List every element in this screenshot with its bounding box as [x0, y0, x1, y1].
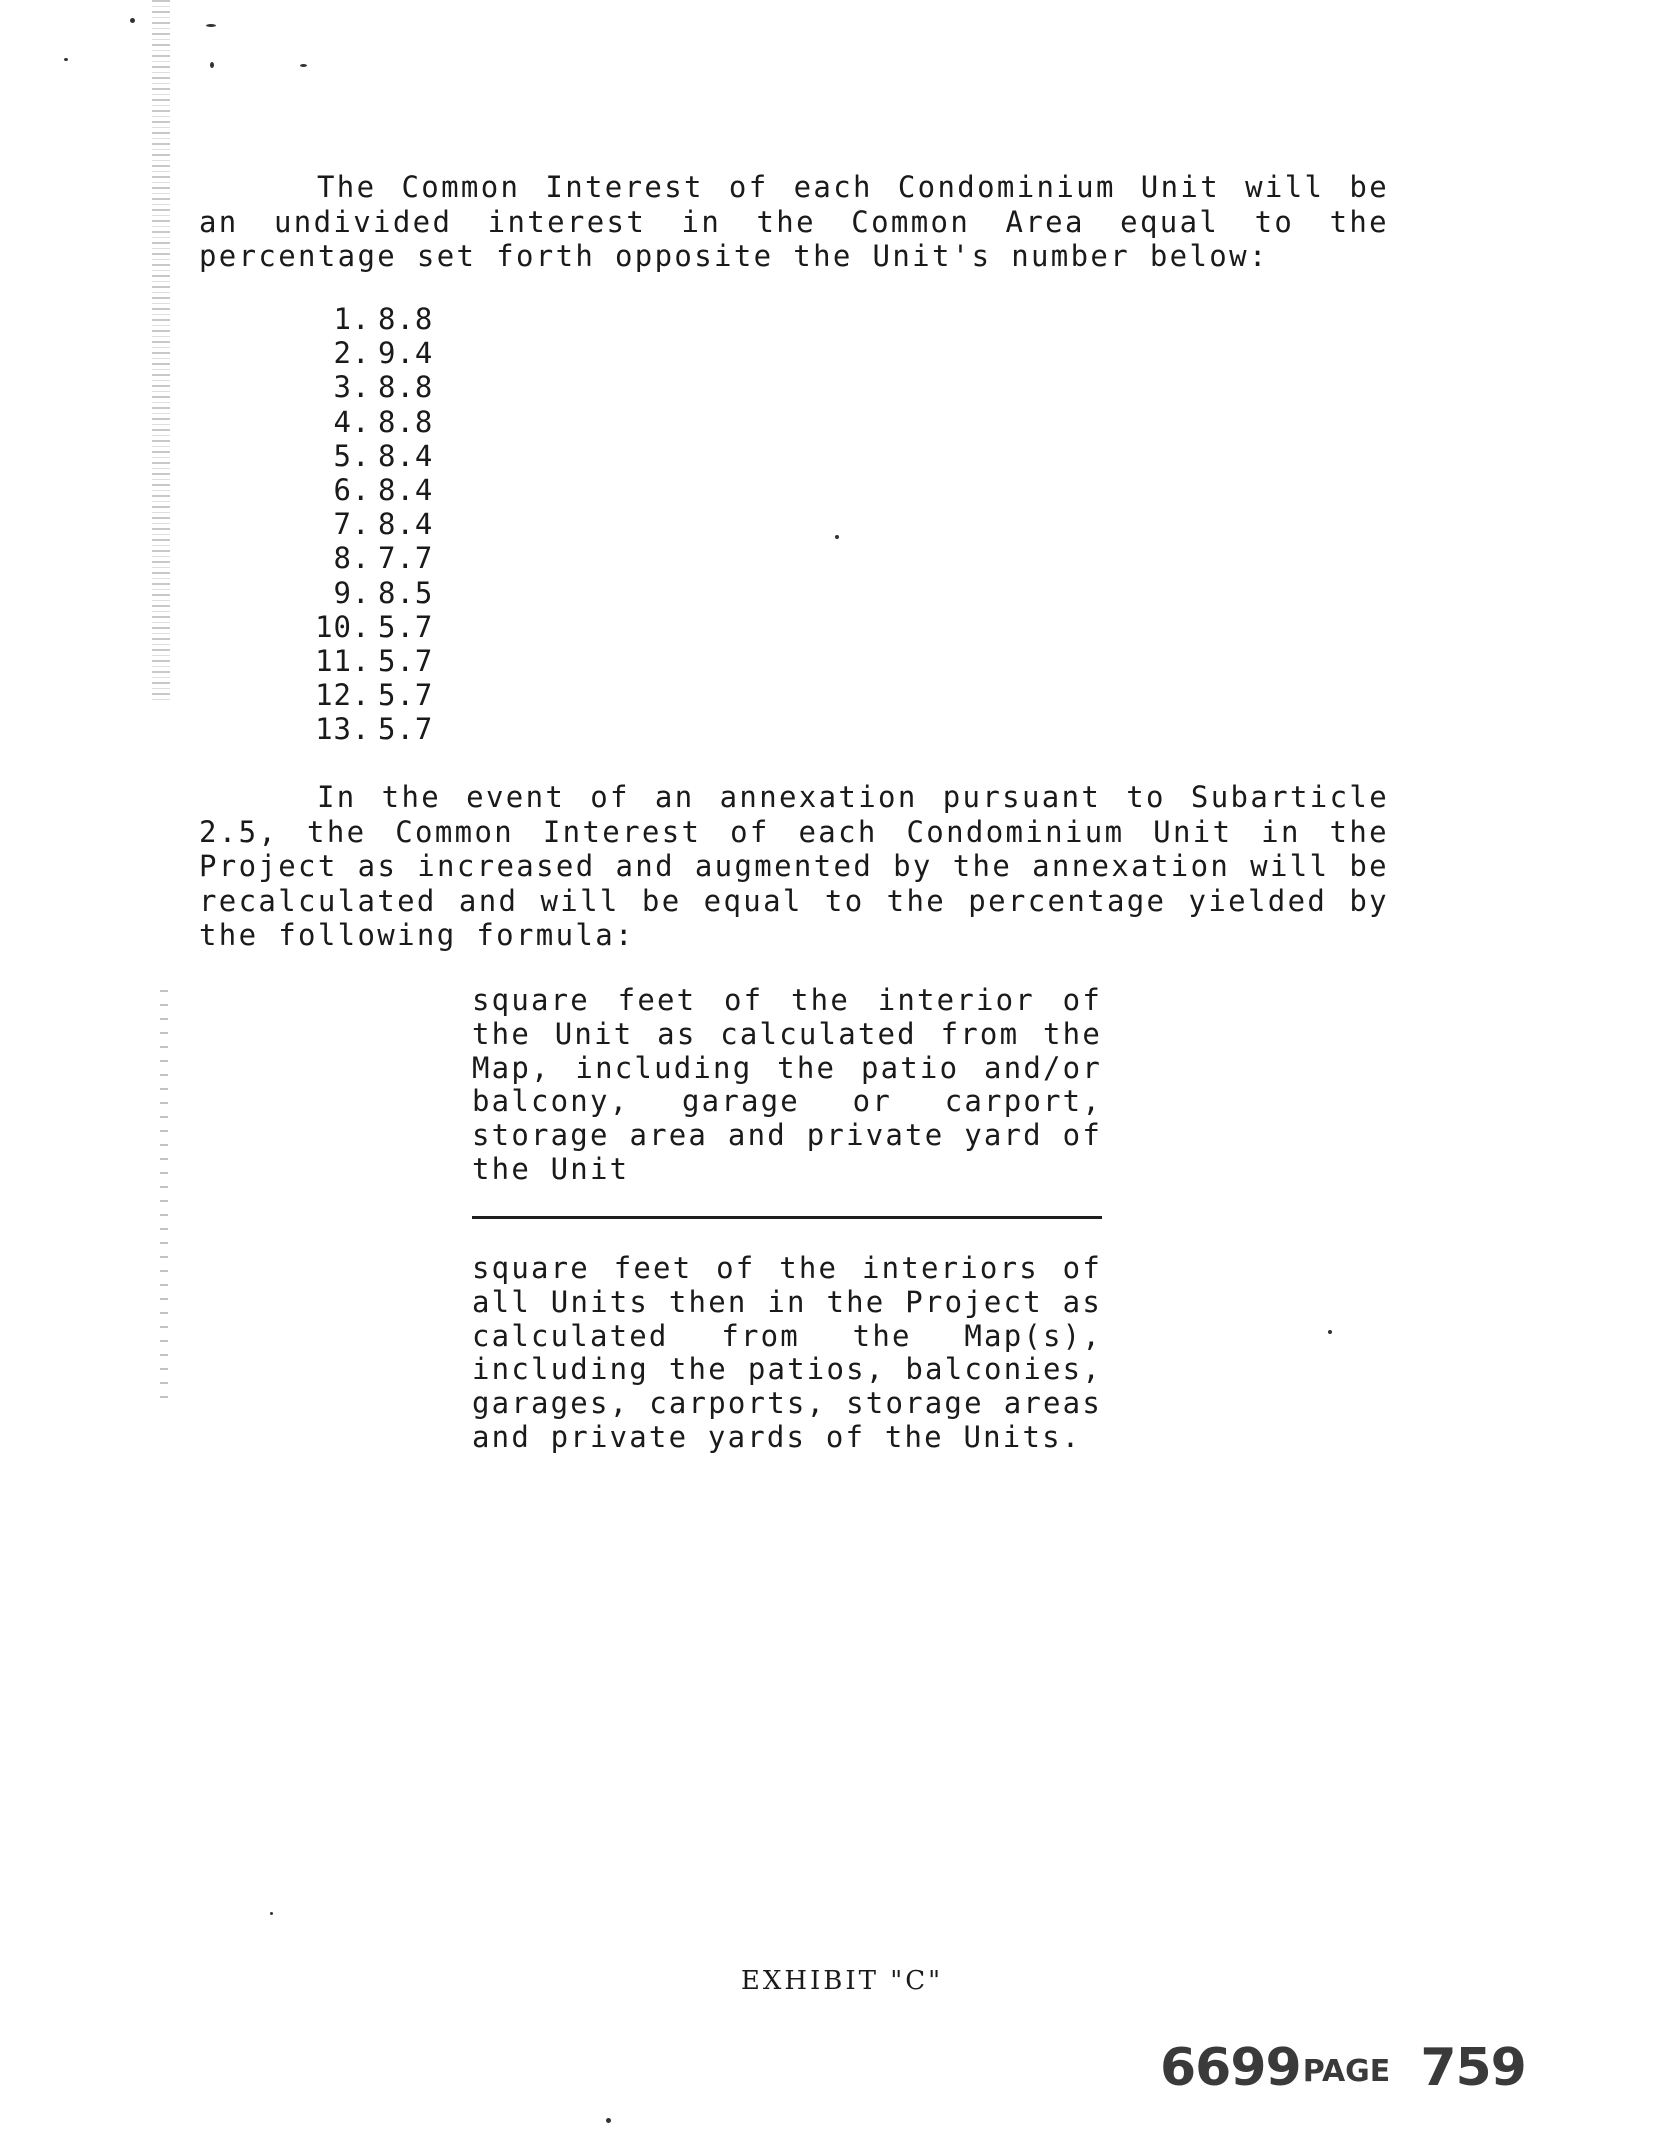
unit-row	[288, 473, 433, 507]
unit-row	[288, 712, 433, 746]
unit-number: 10	[315, 609, 352, 644]
unit-number: 12	[315, 678, 352, 713]
intro-paragraph	[199, 170, 1389, 274]
unit-percentage: 8.8	[378, 302, 434, 336]
annexation-paragraph	[199, 780, 1389, 953]
unit-number-period: .	[352, 472, 371, 507]
scan-speck	[1328, 1330, 1332, 1334]
unit-percentage: 5.7	[378, 678, 434, 713]
unit-number: 4	[333, 404, 352, 439]
unit-number: 6	[333, 472, 352, 507]
unit-percentage: 8.8	[378, 404, 434, 439]
unit-number-period: .	[352, 404, 371, 439]
unit-number: 8	[333, 541, 352, 576]
unit-row	[288, 644, 433, 678]
unit-percentage: 9.4	[378, 336, 434, 371]
unit-number: 13	[315, 712, 352, 747]
annexation-paragraph-text: In the event of an annexation pursuant to Subarticle 2.5, the Common Interest of each Condominium Unit in the Project as increased and augmented by the annexation will be recalculated and will be equal to the percentage yielded by the following formula:	[199, 780, 1389, 952]
unit-row	[288, 336, 433, 370]
unit-number-period: .	[352, 575, 371, 610]
stamp-page-label: PAGE	[1302, 2054, 1391, 2089]
unit-percentage: 8.4	[378, 507, 434, 542]
unit-percentage: 5.7	[378, 712, 434, 747]
fraction-bar	[472, 1216, 1102, 1219]
unit-percentage-list	[288, 302, 433, 746]
unit-number-period: .	[352, 541, 371, 576]
unit-row	[288, 507, 433, 541]
unit-number: 2	[333, 336, 352, 371]
unit-percentage: 5.7	[378, 643, 434, 678]
book-page-stamp	[1160, 2038, 1526, 2098]
scan-speck	[835, 535, 839, 539]
scan-speck	[210, 62, 214, 68]
unit-number: 9	[333, 575, 352, 610]
stamp-page-number: 759	[1420, 2038, 1526, 2098]
scan-speck	[130, 18, 135, 23]
scan-noise-strip-lower	[160, 990, 168, 1410]
unit-percentage: 7.7	[378, 541, 434, 576]
unit-percentage: 8.8	[378, 370, 434, 405]
unit-number-period: .	[352, 712, 371, 747]
exhibit-label: EXHIBIT "C"	[740, 1966, 944, 1996]
scan-speck	[300, 64, 307, 67]
unit-row	[288, 370, 433, 404]
scan-noise-strip	[152, 0, 170, 700]
unit-number: 5	[333, 438, 352, 473]
formula-numerator: square feet of the interior of the Unit as calculated from the Map, including the patio and/or balcony, garage or carport, storage area and private yard of the Unit	[472, 983, 1102, 1186]
unit-row	[288, 439, 433, 473]
formula-denominator: square feet of the interiors of all Units then in the Project as calculated from the Map(s), including the patios, balconies, garages, carports, storage areas and private yards of the Units.	[472, 1251, 1102, 1454]
unit-number-period: .	[352, 370, 371, 405]
unit-number: 3	[333, 370, 352, 405]
unit-row	[288, 541, 433, 575]
scan-speck	[606, 2118, 611, 2123]
unit-number: 11	[315, 643, 352, 678]
unit-row	[288, 405, 433, 439]
scan-speck	[64, 58, 68, 61]
stamp-book-number: 6699	[1160, 2038, 1301, 2098]
unit-percentage: 8.4	[378, 438, 434, 473]
unit-row	[288, 576, 433, 610]
unit-number: 1	[333, 302, 352, 336]
unit-row	[288, 610, 433, 644]
unit-percentage: 5.7	[378, 609, 434, 644]
unit-percentage: 8.5	[378, 575, 434, 610]
unit-number-period: .	[352, 438, 371, 473]
scan-speck	[270, 1912, 273, 1915]
scan-speck	[206, 24, 216, 27]
unit-number-period: .	[352, 643, 371, 678]
unit-number-period: .	[352, 507, 371, 542]
unit-number-period: .	[352, 678, 371, 713]
intro-paragraph-text: The Common Interest of each Condominium Unit will be an undivided interest in the Common Area equal to the percentage set forth opposite the Unit's number below:	[199, 170, 1389, 273]
unit-number-period: .	[352, 302, 371, 336]
unit-percentage: 8.4	[378, 472, 434, 507]
unit-row	[288, 302, 433, 336]
unit-number-period: .	[352, 336, 371, 371]
unit-row	[288, 678, 433, 712]
unit-number-period: .	[352, 609, 371, 644]
unit-number: 7	[333, 507, 352, 542]
